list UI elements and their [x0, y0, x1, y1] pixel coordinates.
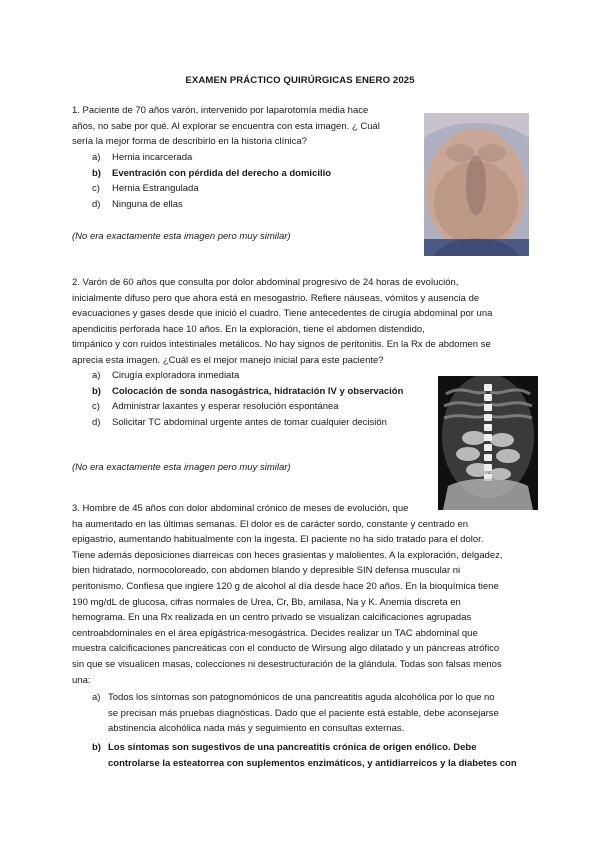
q2-note: (No era exactamente esta imagen pero muy similar)	[72, 462, 291, 473]
option-line: se precisan más pruebas diagnósticas. Dado que el paciente está estable, debe aconsejarse	[108, 707, 499, 719]
option-text: Administrar laxantes y esperar resolución espontánea	[112, 401, 339, 412]
option-text	[108, 690, 528, 737]
option-letter: a)	[92, 370, 101, 381]
option-letter: a)	[92, 152, 101, 163]
option-text: Colocación de sonda nasogástrica, hidratación IV y observación	[112, 386, 404, 397]
option-text: Ninguna de ellas	[112, 199, 183, 210]
q3-option-b	[92, 740, 528, 771]
q3-stem-line: Tiene además deposiciones diarreicas con heces grasientas y malolientes. A la exploración, delgadez,	[72, 549, 503, 561]
abdomen-photo-drawing	[424, 113, 529, 256]
option-letter: c)	[92, 401, 100, 412]
abdominal-xray	[438, 376, 538, 510]
q2-stem-line: timpánico y con ruidos intestinales metálicos. No hay signos de peritonitis. En la Rx de abdomen se	[72, 339, 491, 351]
q1-stem-line: años, no sabe por qué. Al explorar se encuentra con esta imagen. ¿ Cuál	[72, 120, 380, 132]
option-letter: d)	[92, 417, 101, 428]
option-letter: a)	[92, 692, 101, 703]
page-title: EXAMEN PRÁCTICO QUIRÚRGICAS ENERO 2025	[185, 75, 415, 86]
q1-stem-line: sería la mejor forma de describirlo en la historia clínica?	[72, 136, 307, 148]
q3-stem-line: epigastrio, aumentando habitualmente con la ingesta. El paciente no ha sido tratado para el dolor.	[72, 534, 484, 546]
q2-stem-line: apendicitis perforada hace 10 años. En la exploración, tiene el abdomen distendido,	[72, 323, 425, 335]
q1-stem-line: 1. Paciente de 70 años varón, intervenido por laparotomía media hace	[72, 105, 369, 116]
q3-option-a	[92, 690, 528, 737]
q2-stem	[72, 275, 492, 369]
q2-stem-line: inicialmente difuso pero que ahora está en mesogastrio. Refiere náuseas, vómitos y ausencia de	[72, 292, 480, 304]
q3-stem	[72, 501, 503, 688]
q3-stem-line: 190 mg/dL de glucosa, cifras normales de Urea, Cr, Bb, amilasa, Na y K. Anemia discreta en	[72, 596, 461, 608]
q2-stem-line: 2. Varón de 60 años que consulta por dolor abdominal progresivo de 24 horas de evolución,	[72, 277, 459, 288]
option-line: Los síntomas son sugestivos de una pancreatitis crónica de origen enólico. Debe	[108, 742, 477, 753]
option-letter: b)	[92, 742, 101, 753]
q3-stem-line: 3. Hombre de 45 años con dolor abdominal crónico de meses de evolución, que	[72, 503, 409, 514]
option-letter: b)	[92, 386, 101, 397]
option-letter: c)	[92, 183, 100, 194]
option-line: abstinencia alcohólica nada más y seguimiento en consultas externas.	[108, 723, 405, 735]
option-text: Hernia Estrangulada	[112, 183, 199, 194]
option-text: Solicitar TC abdominal urgente antes de tomar cualquier decisión	[112, 417, 387, 428]
q3-stem-line: una:	[72, 674, 91, 686]
option-text: Eventración con pérdida del derecho a domicilio	[112, 168, 332, 179]
q3-stem-line: bien hidratado, normocoloreado, con abdomen blando y depresible SIN defensa muscular ni	[72, 565, 461, 577]
q3-stem-line: sin que se visualicen masas, colecciones ni desestructuración de la glándula. Todas son falsas menos	[72, 658, 502, 670]
option-line: controlarse la esteatorrea con suplementos enzimáticos, y antidiarreicos y la diabetes con	[108, 757, 517, 769]
q3-stem-line: peritonismo. Confiesa que ingiere 120 g de alcohol al día desde hace 20 años. En la bioquímica tiene	[72, 580, 499, 592]
option-text: Cirugía exploradora inmediata	[112, 370, 240, 381]
q1-stem	[72, 103, 380, 150]
q3-stem-line: centroabdominales en el área epigástrica-mesogástrica. Decides realizar un TAC abdominal que	[72, 627, 478, 639]
q3-stem-line: hemograma. En una Rx realizada en un centro privado se visualizan calcificaciones agrupadas	[72, 612, 472, 624]
option-text	[108, 740, 528, 771]
option-letter: b)	[92, 168, 101, 179]
option-line: Todos los síntomas son patognomónicos de una pancreatitis aguda alcohólica por lo que no	[108, 692, 495, 703]
q1-note: (No era exactamente esta imagen pero muy similar)	[72, 231, 291, 242]
abdomen-photo	[424, 113, 529, 256]
xray-drawing	[438, 376, 538, 510]
option-letter: d)	[92, 199, 101, 210]
q2-stem-line: aprecia esta imagen. ¿Cuál es el mejor manejo inicial para este paciente?	[72, 354, 384, 366]
q2-stem-line: evacuaciones y gases desde que inició el cuadro. Tiene antecedentes de cirugía abdominal por una	[72, 308, 493, 320]
option-text: Hernia incarcerada	[112, 152, 193, 163]
q3-stem-line: ha aumentado en las últimas semanas. El dolor es de carácter sordo, constante y centrado en	[72, 518, 469, 530]
q3-stem-line: muestra calcificaciones pancreáticas con el conducto de Wirsung algo dilatado y un páncreas atrófico	[72, 643, 500, 655]
